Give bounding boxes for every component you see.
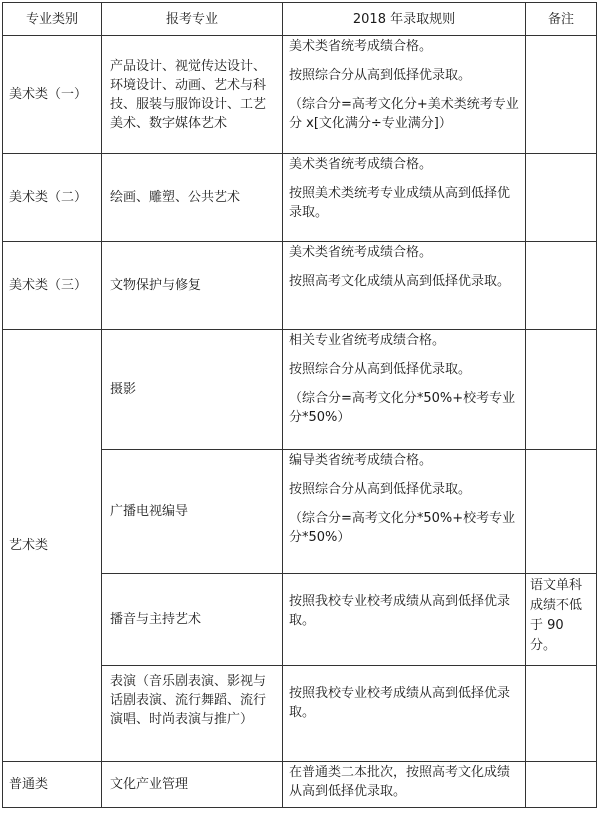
category-cell: 美术类（三） [3, 242, 102, 330]
note-cell [526, 154, 597, 242]
rule-cell [283, 762, 526, 808]
rule-line: 美术类省统考成绩合格。 [289, 39, 433, 54]
rule-line: （综合分=高考文化分+美术类统考专业分 x[文化满分÷专业满分]） [289, 97, 519, 131]
table-row [3, 154, 597, 242]
admission-rules-table [2, 2, 597, 808]
rule-line: 按照综合分从高到低择优录取。 [289, 362, 472, 377]
major-cell: 播音与主持艺术 [102, 574, 283, 666]
rule-cell [283, 666, 526, 762]
rule-line: 按照高考文化成绩从高到低择优录取。 [289, 274, 511, 289]
rule-line: 编导类省统考成绩合格。 [289, 453, 433, 468]
rule-cell [283, 574, 526, 666]
note-cell: 语文单科成绩不低于 90 分。 [526, 574, 597, 666]
table-row [3, 330, 597, 450]
rule-line: （综合分=高考文化分*50%+校考专业分*50%） [289, 391, 516, 425]
header-note: 备注 [526, 3, 597, 36]
rule-line: 按照综合分从高到低择优录取。 [289, 68, 472, 83]
rule-cell [283, 242, 526, 330]
note-cell [526, 330, 597, 450]
header-category: 专业类别 [3, 3, 102, 36]
rule-line: 按照我校专业校考成绩从高到低择优录取。 [289, 686, 511, 720]
major-cell: 广播电视编导 [102, 450, 283, 574]
rule-line: 美术类省统考成绩合格。 [289, 245, 433, 260]
table-row [3, 762, 597, 808]
major-cell: 产品设计、视觉传达设计、环境设计、动画、艺术与科技、服装与服饰设计、工艺美术、数字媒体艺术 [102, 36, 283, 154]
rule-cell [283, 330, 526, 450]
major-cell: 表演（音乐剧表演、影视与话剧表演、流行舞蹈、流行演唱、时尚表演与推广） [102, 666, 283, 762]
rule-line: 按照美术类统考专业成绩从高到低择优录取。 [289, 186, 511, 220]
rule-line: 按照综合分从高到低择优录取。 [289, 482, 472, 497]
rule-cell [283, 154, 526, 242]
header-rules: 2018 年录取规则 [283, 3, 526, 36]
note-cell [526, 450, 597, 574]
major-cell: 文物保护与修复 [102, 242, 283, 330]
header-row [3, 3, 597, 36]
rule-line: （综合分=高考文化分*50%+校考专业分*50%） [289, 511, 516, 545]
category-cell: 美术类（二） [3, 154, 102, 242]
rule-line: 按照我校专业校考成绩从高到低择优录取。 [289, 594, 511, 628]
major-cell: 绘画、雕塑、公共艺术 [102, 154, 283, 242]
major-cell: 摄影 [102, 330, 283, 450]
major-cell: 文化产业管理 [102, 762, 283, 808]
table-row [3, 36, 597, 154]
rule-line: 在普通类二本批次，按照高考文化成绩从高到低择优录取。 [289, 765, 511, 799]
category-cell: 美术类（一） [3, 36, 102, 154]
rule-line: 美术类省统考成绩合格。 [289, 157, 433, 172]
note-cell [526, 666, 597, 762]
note-cell [526, 762, 597, 808]
rule-cell [283, 36, 526, 154]
table-row [3, 242, 597, 330]
header-major: 报考专业 [102, 3, 283, 36]
category-cell: 艺术类 [3, 330, 102, 762]
category-cell: 普通类 [3, 762, 102, 808]
note-cell [526, 36, 597, 154]
rule-line: 相关专业省统考成绩合格。 [289, 333, 446, 348]
rule-cell [283, 450, 526, 574]
note-cell [526, 242, 597, 330]
